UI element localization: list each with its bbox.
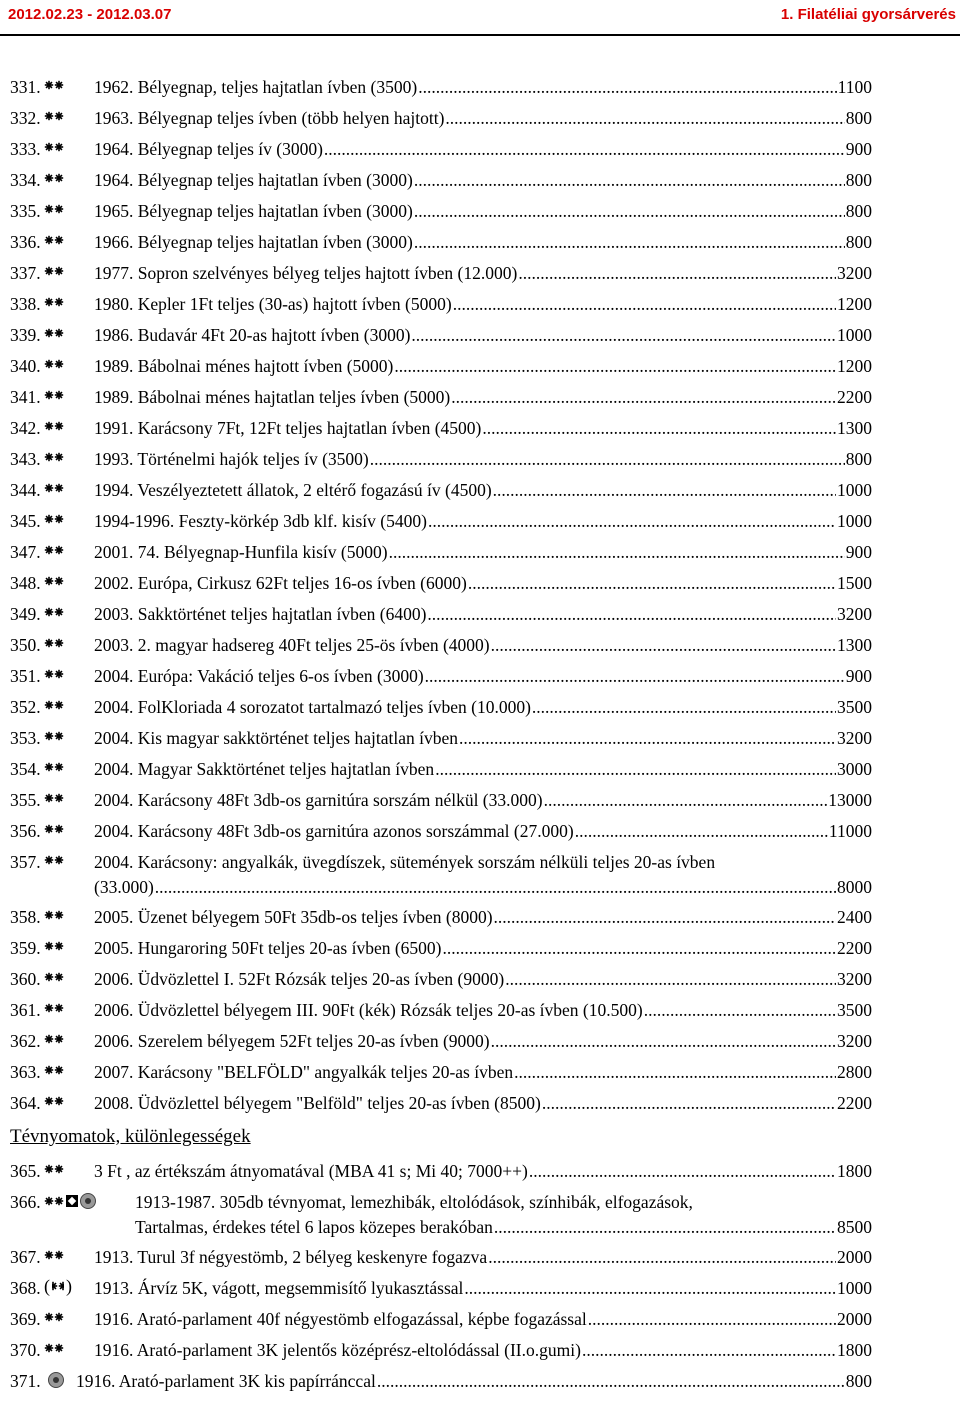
lot-number: 359. xyxy=(10,938,41,958)
lot-description: 1916. Arató-parlament 40f négyestömb elfogazással, képbe fogazással xyxy=(94,1309,587,1329)
lot-number: 342. xyxy=(10,418,41,438)
leader-dots xyxy=(588,1308,836,1330)
lot-row xyxy=(10,1370,872,1401)
condition-icons xyxy=(44,388,64,402)
lot-number: 347. xyxy=(10,542,41,562)
mint-stamp-icon xyxy=(44,1094,64,1108)
lot-price: 800 xyxy=(845,232,872,252)
lot-number: 345. xyxy=(10,511,41,531)
leader-dots xyxy=(644,999,836,1021)
lot-number: 334. xyxy=(10,170,41,190)
date-range: 2012.02.23 - 2012.03.07 xyxy=(8,6,172,23)
condition-icons xyxy=(44,1032,64,1046)
mint-stamp-icon xyxy=(44,853,64,867)
lot-price: 900 xyxy=(845,139,872,159)
leader-dots xyxy=(427,603,836,625)
lot-row xyxy=(10,820,872,851)
leader-dots xyxy=(451,386,836,408)
lot-number: 339. xyxy=(10,325,41,345)
lot-price: 8000 xyxy=(837,877,872,897)
lot-row xyxy=(10,231,872,262)
leader-dots xyxy=(459,727,836,749)
mint-stamp-icon xyxy=(44,419,64,433)
leader-dots xyxy=(435,758,836,780)
lot-price: 3200 xyxy=(837,969,872,989)
mint-stamp-icon xyxy=(44,388,64,402)
mint-stamp-icon xyxy=(52,1279,64,1293)
leader-dots xyxy=(494,906,836,928)
lot-description: 1916. Arató-parlament 3K kis papírránccal xyxy=(76,1371,376,1391)
mint-stamp-icon xyxy=(44,791,64,805)
mint-stamp-icon xyxy=(44,326,64,340)
lot-row xyxy=(10,968,872,999)
mint-stamp-icon xyxy=(44,1310,64,1324)
lot-row xyxy=(10,448,872,479)
condition-icons xyxy=(44,822,64,836)
lot-price: 800 xyxy=(845,108,872,128)
condition-icons xyxy=(44,202,64,216)
lot-description: 3 Ft , az értékszám átnyomatával (MBA 41 s; Mi 40; 7000++) xyxy=(94,1161,528,1181)
lot-price: 1200 xyxy=(837,356,872,376)
lot-price: 1000 xyxy=(837,325,872,345)
lot-price: 13000 xyxy=(828,790,872,810)
mint-stamp-icon xyxy=(44,574,64,588)
condition-icons xyxy=(44,636,64,650)
condition-icons xyxy=(44,512,64,526)
lot-number: 344. xyxy=(10,480,41,500)
leader-dots xyxy=(491,634,836,656)
mint-stamp-icon xyxy=(44,543,64,557)
lot-description: 2004. Karácsony 48Ft 3db-os garnitúra sorszám nélkül (33.000) xyxy=(94,790,543,810)
lot-row xyxy=(10,1061,872,1092)
lot-number: 349. xyxy=(10,604,41,624)
lot-number: 366. xyxy=(10,1192,41,1212)
leader-dots xyxy=(529,1160,836,1182)
leader-dots xyxy=(532,696,836,718)
lot-price: 900 xyxy=(845,542,872,562)
mint-stamp-icon xyxy=(44,78,64,92)
lot-description: 2002. Európa, Cirkusz 62Ft teljes 16-os ívben (6000) xyxy=(94,573,467,593)
lot-row xyxy=(10,262,872,293)
lot-price: 2200 xyxy=(837,1093,872,1113)
lot-number: 365. xyxy=(10,1161,41,1181)
leader-dots xyxy=(418,76,836,98)
lot-description: 2004. FolKloriada 4 sorozatot tartalmazó teljes ívben (10.000) xyxy=(94,697,531,717)
lot-row xyxy=(10,169,872,200)
leader-dots xyxy=(425,665,845,687)
leader-dots xyxy=(414,200,845,222)
leader-dots xyxy=(488,1246,836,1268)
header-rule xyxy=(0,34,960,36)
lot-description: 2004. Magyar Sakktörténet teljes hajtatlan ívben xyxy=(94,759,435,779)
lot-row xyxy=(10,1308,872,1339)
lot-description: 1964. Bélyegnap teljes ív (3000) xyxy=(94,139,323,159)
lot-price: 3200 xyxy=(837,728,872,748)
lot-price: 3200 xyxy=(837,263,872,283)
condition-icons xyxy=(44,574,64,588)
lot-number: 337. xyxy=(10,263,41,283)
leader-dots xyxy=(575,820,828,842)
lot-row xyxy=(10,417,872,448)
leader-dots xyxy=(464,1277,836,1299)
leader-dots xyxy=(468,572,836,594)
lot-price: 2400 xyxy=(837,907,872,927)
lot-price: 3200 xyxy=(837,604,872,624)
paren-left-icon: ( xyxy=(44,1276,50,1296)
leader-dots xyxy=(324,138,845,160)
mint-stamp-icon xyxy=(44,667,64,681)
mint-stamp-icon xyxy=(44,109,64,123)
lot-number: 358. xyxy=(10,907,41,927)
lot-description: 2004. Karácsony: angyalkák, üvegdíszek, sütemények sorszám nélküli teljes 20-as ívben xyxy=(94,852,716,872)
lot-description: 1994. Veszélyeztetett állatok, 2 eltérő fogazású ív (4500) xyxy=(94,480,492,500)
lot-row xyxy=(10,937,872,968)
lot-number: 361. xyxy=(10,1000,41,1020)
leader-dots xyxy=(505,968,836,990)
lot-number: 350. xyxy=(10,635,41,655)
lot-description: 1993. Történelmi hajók teljes ív (3500) xyxy=(94,449,369,469)
condition-icons xyxy=(44,667,64,681)
lot-price: 1800 xyxy=(837,1340,872,1360)
lot-price: 2200 xyxy=(837,387,872,407)
lot-row xyxy=(10,479,872,510)
lot-row xyxy=(10,1339,872,1370)
lot-number: 369. xyxy=(10,1309,41,1329)
mint-stamp-icon xyxy=(44,1248,64,1262)
lot-price: 11000 xyxy=(828,821,872,841)
condition-icons xyxy=(44,760,64,774)
lot-number: 371. xyxy=(10,1371,41,1391)
leader-dots xyxy=(414,169,845,191)
lot-row xyxy=(10,76,872,107)
leader-dots xyxy=(544,789,828,811)
mint-stamp-icon xyxy=(44,636,64,650)
condition-icons xyxy=(44,1248,64,1262)
condition-icons xyxy=(44,78,64,92)
lot-price: 8500 xyxy=(837,1217,872,1237)
lot-price: 900 xyxy=(845,666,872,686)
leader-dots xyxy=(414,231,845,253)
lot-row xyxy=(10,1030,872,1061)
condition-icons xyxy=(44,295,64,309)
lot-row xyxy=(10,1191,872,1246)
mint-stamp-icon xyxy=(44,1063,64,1077)
lot-row xyxy=(10,603,872,634)
mint-stamp-icon xyxy=(44,1194,64,1208)
mint-stamp-icon xyxy=(44,1341,64,1355)
condition-icons xyxy=(44,791,64,805)
lot-row xyxy=(10,634,872,665)
lot-row xyxy=(10,1092,872,1123)
lot-number: 338. xyxy=(10,294,41,314)
lot-row xyxy=(10,789,872,820)
mint-stamp-icon xyxy=(44,908,64,922)
lot-number: 370. xyxy=(10,1340,41,1360)
lot-number: 341. xyxy=(10,387,41,407)
lot-number: 354. xyxy=(10,759,41,779)
condition-icons xyxy=(44,1276,72,1296)
lot-description: 2007. Karácsony "BELFÖLD" angyalkák teljes 20-as ívben xyxy=(94,1062,514,1082)
lot-price: 1000 xyxy=(837,1278,872,1298)
condition-icons xyxy=(48,1372,64,1388)
mint-stamp-icon xyxy=(44,140,64,154)
lot-list xyxy=(10,76,872,1401)
condition-icons xyxy=(44,853,64,867)
mint-stamp-icon xyxy=(44,450,64,464)
mint-stamp-icon xyxy=(44,202,64,216)
lot-number: 367. xyxy=(10,1247,41,1267)
leader-dots xyxy=(389,541,845,563)
lot-price: 1800 xyxy=(837,1161,872,1181)
lot-description: 2008. Üdvözlettel bélyegem "Belföld" teljes 20-as ívben (8500) xyxy=(94,1093,541,1113)
mint-stamp-icon xyxy=(44,1162,64,1176)
lot-description: 2005. Hungaroring 50Ft teljes 20-as ívben (6500) xyxy=(94,938,442,958)
lot-description: 1965. Bélyegnap teljes hajtatlan ívben (3000) xyxy=(94,201,413,221)
mint-stamp-icon xyxy=(44,295,64,309)
lot-number: 364. xyxy=(10,1093,41,1113)
lot-description-continued: Tartalmas, érdekes tétel 6 lapos közepes berakóban xyxy=(135,1217,493,1237)
mint-stamp-icon xyxy=(44,233,64,247)
lot-number: 340. xyxy=(10,356,41,376)
condition-icons xyxy=(44,450,64,464)
paren-right-icon: ) xyxy=(66,1276,72,1296)
lot-description: 2003. Sakktörténet teljes hajtatlan ívben (6400) xyxy=(94,604,427,624)
lot-description: 1962. Bélyegnap, teljes hajtatlan ívben (3500) xyxy=(94,77,418,97)
lot-price: 3500 xyxy=(837,1000,872,1020)
lot-number: 368. xyxy=(10,1278,41,1298)
mint-stamp-icon xyxy=(44,357,64,371)
lot-row xyxy=(10,1160,872,1191)
condition-icons xyxy=(44,357,64,371)
mint-stamp-icon xyxy=(44,970,64,984)
lot-description: 1913. Árvíz 5K, vágott, megsemmisítő lyukasztással xyxy=(94,1278,464,1298)
mint-stamp-icon xyxy=(44,1032,64,1046)
lot-description: 1994-1996. Feszty-körkép 3db klf. kisív (5400) xyxy=(94,511,427,531)
mint-stamp-icon xyxy=(44,512,64,526)
leader-dots xyxy=(453,293,836,315)
mint-stamp-icon xyxy=(44,605,64,619)
used-stamp-icon xyxy=(80,1193,96,1209)
condition-icons xyxy=(44,908,64,922)
lot-row xyxy=(10,906,872,937)
lot-price: 1300 xyxy=(837,418,872,438)
condition-icons xyxy=(44,543,64,557)
lot-row xyxy=(10,541,872,572)
lot-price: 1000 xyxy=(837,511,872,531)
lot-price: 1000 xyxy=(837,480,872,500)
lot-description: 2004. Európa: Vakáció teljes 6-os ívben (3000) xyxy=(94,666,424,686)
block-icon xyxy=(66,1195,78,1207)
lot-description: 2004. Karácsony 48Ft 3db-os garnitúra azonos sorszámmal (27.000) xyxy=(94,821,574,841)
lot-description: 1989. Bábolnai ménes hajtatlan teljes ívben (5000) xyxy=(94,387,451,407)
leader-dots xyxy=(518,262,836,284)
leader-dots xyxy=(411,324,836,346)
page-header xyxy=(0,0,960,36)
lot-description: 1991. Karácsony 7Ft, 12Ft teljes hajtatlan ívben (4500) xyxy=(94,418,482,438)
condition-icons xyxy=(44,1063,64,1077)
leader-dots xyxy=(394,355,836,377)
lot-number: 335. xyxy=(10,201,41,221)
mint-stamp-icon xyxy=(44,822,64,836)
lot-number: 352. xyxy=(10,697,41,717)
leader-dots xyxy=(155,876,836,898)
lot-number: 363. xyxy=(10,1062,41,1082)
lot-number: 331. xyxy=(10,77,41,97)
mint-stamp-icon xyxy=(44,1001,64,1015)
lot-description: 2003. 2. magyar hadsereg 40Ft teljes 25-ös ívben (4000) xyxy=(94,635,490,655)
condition-icons xyxy=(44,109,64,123)
lot-description: 1964. Bélyegnap teljes hajtatlan ívben (3000) xyxy=(94,170,413,190)
condition-icons xyxy=(44,326,64,340)
lot-row xyxy=(10,696,872,727)
leader-dots xyxy=(377,1370,845,1392)
lot-row xyxy=(10,665,872,696)
lot-number: 351. xyxy=(10,666,41,686)
lot-number: 343. xyxy=(10,449,41,469)
condition-icons xyxy=(44,939,64,953)
lot-description: 2001. 74. Bélyegnap-Hunfila kisív (5000) xyxy=(94,542,388,562)
lot-description: 1963. Bélyegnap teljes ívben (több helyen hajtott) xyxy=(94,108,445,128)
condition-icons xyxy=(44,419,64,433)
lot-row xyxy=(10,386,872,417)
lot-row xyxy=(10,510,872,541)
lot-row xyxy=(10,138,872,169)
lot-description: 1980. Kepler 1Ft teljes (30-as) hajtott ívben (5000) xyxy=(94,294,452,314)
lot-number: 336. xyxy=(10,232,41,252)
lot-description: 1989. Bábolnai ménes hajtott ívben (5000) xyxy=(94,356,394,376)
leader-dots xyxy=(493,479,836,501)
lot-row xyxy=(10,324,872,355)
lot-price: 800 xyxy=(845,170,872,190)
lot-number: 353. xyxy=(10,728,41,748)
lot-number: 348. xyxy=(10,573,41,593)
leader-dots xyxy=(445,107,844,129)
mint-stamp-icon xyxy=(44,939,64,953)
lot-description: 1977. Sopron szelvényes bélyeg teljes hajtott ívben (12.000) xyxy=(94,263,518,283)
condition-icons xyxy=(44,1001,64,1015)
section-heading: Tévnyomatok, különlegességek xyxy=(10,1126,251,1147)
lot-price: 2200 xyxy=(837,938,872,958)
lot-price: 3500 xyxy=(837,697,872,717)
mint-stamp-icon xyxy=(44,760,64,774)
lot-description: 1916. Arató-parlament 3K jelentős középrész-eltolódással (II.o.gumi) xyxy=(94,1340,581,1360)
lot-number: 360. xyxy=(10,969,41,989)
leader-dots xyxy=(491,1030,836,1052)
lot-row xyxy=(10,999,872,1030)
lot-price: 2800 xyxy=(837,1062,872,1082)
leader-dots xyxy=(494,1216,836,1238)
lot-row xyxy=(10,572,872,603)
mint-stamp-icon xyxy=(44,698,64,712)
lot-description: 2006. Üdvözlettel I. 52Ft Rózsák teljes 20-as ívben (9000) xyxy=(94,969,505,989)
leader-dots xyxy=(443,937,836,959)
mint-stamp-icon xyxy=(44,171,64,185)
lot-price: 1100 xyxy=(837,77,872,97)
lot-description: 2006. Szerelem bélyegem 52Ft teljes 20-as ívben (9000) xyxy=(94,1031,490,1051)
condition-icons xyxy=(44,1341,64,1355)
condition-icons xyxy=(44,171,64,185)
lot-row xyxy=(10,355,872,386)
lot-price: 1300 xyxy=(837,635,872,655)
lot-row xyxy=(10,727,872,758)
leader-dots xyxy=(370,448,845,470)
lot-number: 355. xyxy=(10,790,41,810)
lot-description: 2004. Kis magyar sakktörténet teljes hajtatlan ívben xyxy=(94,728,458,748)
mint-stamp-icon xyxy=(44,481,64,495)
used-stamp-icon xyxy=(48,1372,64,1388)
lot-number: 356. xyxy=(10,821,41,841)
lot-description: 1913. Turul 3f négyestömb, 2 bélyeg keskenyre fogazva xyxy=(94,1247,488,1267)
leader-dots xyxy=(428,510,836,532)
condition-icons xyxy=(44,1193,96,1209)
lot-price: 3200 xyxy=(837,1031,872,1051)
condition-icons xyxy=(44,698,64,712)
lot-price: 2000 xyxy=(837,1247,872,1267)
lot-row xyxy=(10,1277,872,1308)
leader-dots xyxy=(542,1092,836,1114)
lot-number: 332. xyxy=(10,108,41,128)
leader-dots xyxy=(514,1061,836,1083)
lot-row xyxy=(10,200,872,231)
condition-icons xyxy=(44,729,64,743)
lot-description: 1966. Bélyegnap teljes hajtatlan ívben (3000) xyxy=(94,232,413,252)
lot-description: 2006. Üdvözlettel bélyegem III. 90Ft (kék) Rózsák teljes 20-as ívben (10.500) xyxy=(94,1000,643,1020)
condition-icons xyxy=(44,1162,64,1176)
condition-icons xyxy=(44,970,64,984)
lot-description: 1986. Budavár 4Ft 20-as hajtott ívben (3000) xyxy=(94,325,411,345)
condition-icons xyxy=(44,264,64,278)
lot-row xyxy=(10,851,872,906)
condition-icons xyxy=(44,605,64,619)
lot-description: 2005. Üzenet bélyegem 50Ft 35db-os teljes ívben (8000) xyxy=(94,907,493,927)
leader-dots xyxy=(482,417,836,439)
lot-row xyxy=(10,107,872,138)
lot-row xyxy=(10,1246,872,1277)
lot-number: 357. xyxy=(10,852,41,872)
lot-price: 800 xyxy=(845,1371,872,1391)
mint-stamp-icon xyxy=(44,729,64,743)
lot-price: 3000 xyxy=(837,759,872,779)
lot-row xyxy=(10,293,872,324)
lot-price: 1500 xyxy=(837,573,872,593)
condition-icons xyxy=(44,481,64,495)
lot-description: 1913-1987. 305db tévnyomat, lemezhibák, eltolódások, színhibák, elfogazások, xyxy=(135,1192,693,1212)
condition-icons xyxy=(44,140,64,154)
condition-icons xyxy=(44,233,64,247)
lot-number: 333. xyxy=(10,139,41,159)
section-title: 1. Filatéliai gyorsárverés xyxy=(780,6,956,23)
leader-dots xyxy=(582,1339,836,1361)
lot-price: 800 xyxy=(845,201,872,221)
lot-description-continued: (33.000) xyxy=(94,877,154,897)
lot-price: 800 xyxy=(845,449,872,469)
mint-stamp-icon xyxy=(44,264,64,278)
condition-icons xyxy=(44,1310,64,1324)
condition-icons xyxy=(44,1094,64,1108)
lot-number: 362. xyxy=(10,1031,41,1051)
lot-price: 1200 xyxy=(837,294,872,314)
lot-row xyxy=(10,758,872,789)
lot-price: 2000 xyxy=(837,1309,872,1329)
